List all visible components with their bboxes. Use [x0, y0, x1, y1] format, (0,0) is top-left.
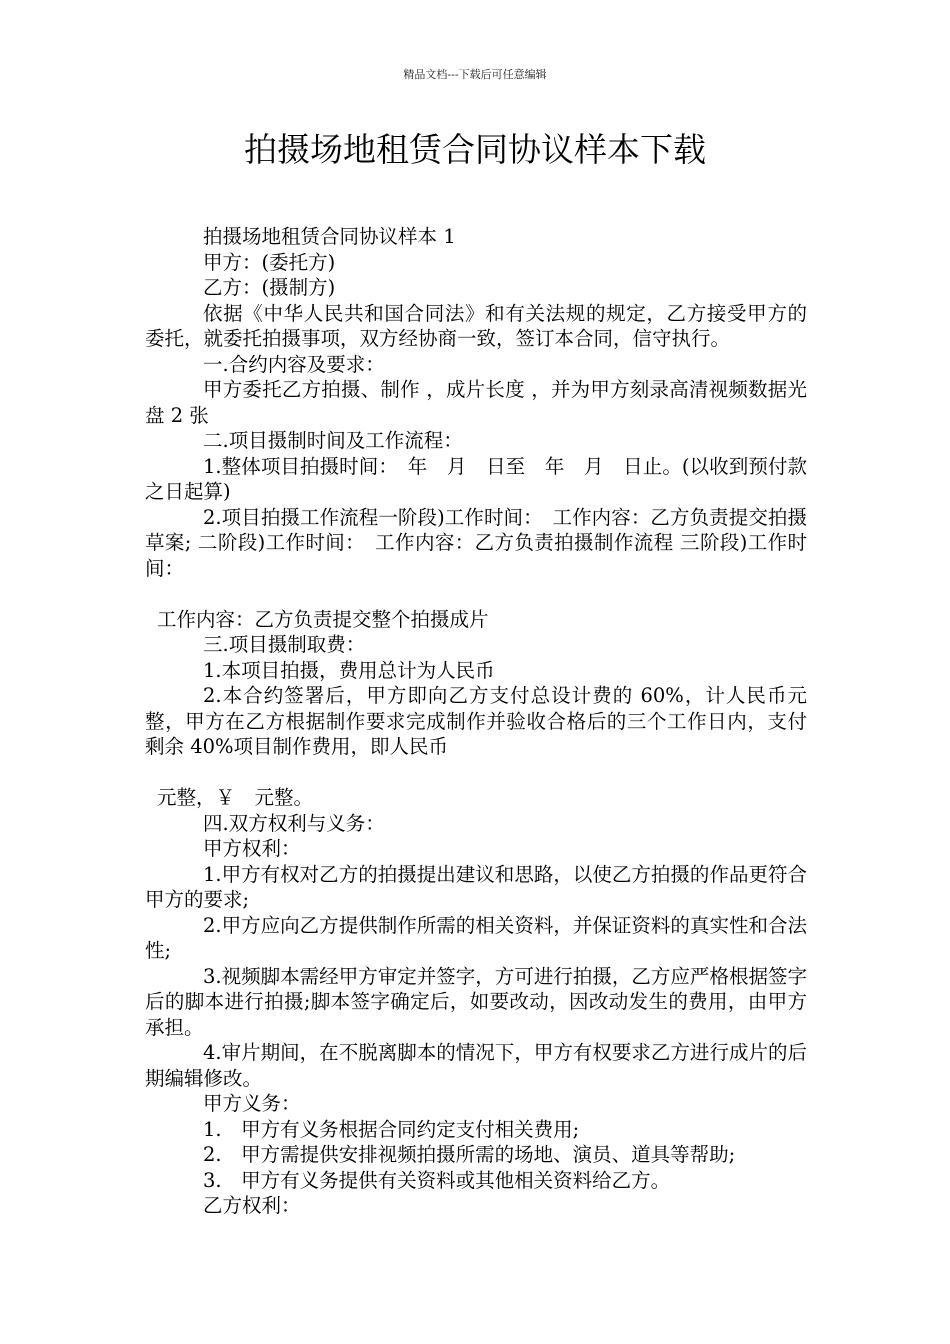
paragraph: 三.项目摄制取费： [203, 633, 366, 656]
paragraph: 工作内容：乙方负责提交整个拍摄成片 [157, 607, 489, 631]
paragraph: 2.甲方应向乙方提供制作所需的相关资料，并保证资料的真实性和合法性; [145, 913, 807, 962]
paragraph: 3.视频脚本需经甲方审定并签字，方可进行拍摄，乙方应严格根据签字后的脚本进行拍摄;脚本签字确定后，如要改动，因改动发生的费用，由甲方承担。 [145, 964, 807, 1039]
paragraph: 甲方委托乙方拍摄、制作 ，成片长度 ，并为甲方刻录高清视频数据光盘 2 张 [145, 378, 807, 427]
document-title: 拍摄场地租赁合同协议样本下载 [244, 130, 706, 169]
paragraph: 4.审片期间，在不脱离脚本的情况下，甲方有权要求乙方进行成片的后期编辑修改。 [145, 1041, 807, 1090]
paragraph: 甲方权利： [203, 837, 301, 860]
document-body [145, 224, 807, 1219]
paragraph: 1. 甲方有义务根据合同约定支付相关费用; [203, 1117, 580, 1141]
paragraph: 元整，￥ 元整。 [157, 786, 314, 809]
paragraph: 2.项目拍摄工作流程一阶段)工作时间： 工作内容：乙方负责提交拍摄草案; 二阶段)工作时间： 工作内容：乙方负责拍摄制作流程 三阶段)工作时间： [145, 505, 807, 580]
paragraph: 2. 甲方需提供安排视频拍摄所需的场地、演员、道具等帮助; [203, 1143, 736, 1166]
paragraph: 乙方：(摄制方) [203, 276, 336, 299]
paragraph: 甲方义务： [203, 1092, 301, 1115]
paragraph: 拍摄场地租赁合同协议样本 1 [203, 225, 456, 248]
paragraph: 3. 甲方有义务提供有关资料或其他相关资料给乙方。 [203, 1168, 671, 1192]
page-header-note: 精品文档---下载后可任意编辑 [403, 68, 547, 81]
paragraph: 甲方：(委托方) [203, 250, 336, 274]
paragraph: 依据《中华人民共和国合同法》和有关法规的规定，乙方接受甲方的委托，就委托拍摄事项，双方经协商一致，签订本合同，信守执行。 [145, 301, 807, 350]
paragraph: 1.甲方有权对乙方的拍摄提出建议和思路，以使乙方拍摄的作品更符合甲方的要求; [145, 862, 807, 911]
paragraph: 四.双方权利与义务： [203, 811, 385, 835]
paragraph: 1.整体项目拍摄时间： 年 月 日至 年 月 日止。(以收到预付款之日起算) [145, 454, 807, 503]
paragraph: 1.本项目拍摄，费用总计为人民币 [203, 658, 495, 682]
paragraph: 乙方权利： [203, 1194, 301, 1217]
paragraph: 二.项目摄制时间及工作流程： [203, 429, 463, 452]
paragraph: 一.合约内容及要求： [203, 352, 385, 376]
paragraph: 2.本合约签署后，甲方即向乙方支付总设计费的 60%，计人民币元整，甲方在乙方根据制作要求完成制作并验收合格后的三个工作日内，支付剩余 40%项目制作费用，即人民币 [145, 684, 807, 758]
